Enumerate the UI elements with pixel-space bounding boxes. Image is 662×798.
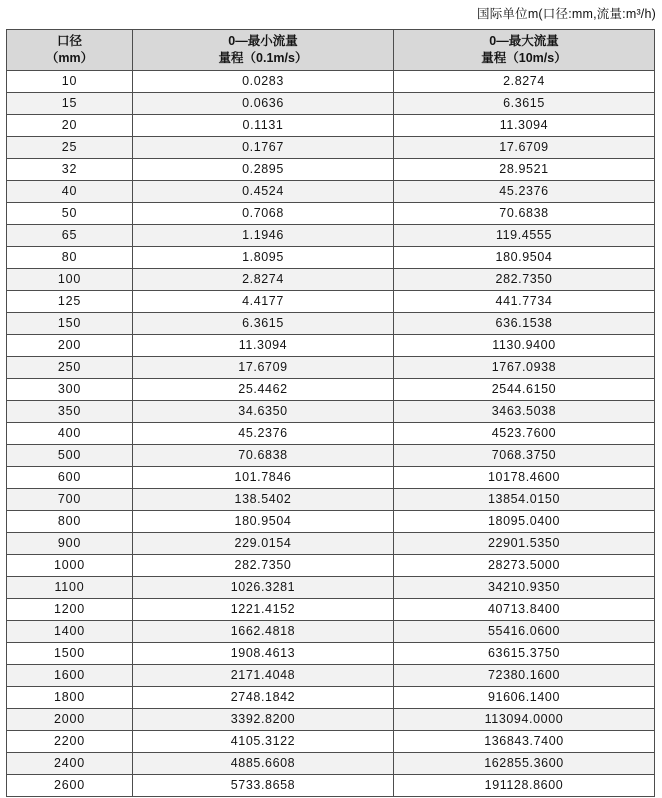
cell-diameter: 800 [7, 510, 133, 532]
cell-diameter: 1000 [7, 554, 133, 576]
cell-min-flow: 4.4177 [133, 290, 394, 312]
cell-max-flow: 63615.3750 [394, 642, 655, 664]
cell-diameter: 25 [7, 136, 133, 158]
table-row [7, 620, 655, 642]
table-row [7, 444, 655, 466]
cell-diameter: 32 [7, 158, 133, 180]
column-header-min-flow-line1: 0—最小流量 [228, 33, 298, 48]
cell-max-flow: 191128.8600 [394, 774, 655, 796]
table-row [7, 642, 655, 664]
cell-max-flow: 4523.7600 [394, 422, 655, 444]
cell-min-flow: 6.3615 [133, 312, 394, 334]
table-row [7, 312, 655, 334]
cell-min-flow: 45.2376 [133, 422, 394, 444]
table-row [7, 664, 655, 686]
cell-max-flow: 119.4555 [394, 224, 655, 246]
cell-min-flow: 1026.3281 [133, 576, 394, 598]
cell-diameter: 50 [7, 202, 133, 224]
cell-max-flow: 7068.3750 [394, 444, 655, 466]
cell-diameter: 300 [7, 378, 133, 400]
cell-min-flow: 0.0283 [133, 70, 394, 92]
column-header-min-flow-line2: 量程（0.1m/s） [218, 50, 308, 65]
table-row [7, 268, 655, 290]
cell-diameter: 10 [7, 70, 133, 92]
table-row [7, 466, 655, 488]
cell-diameter: 500 [7, 444, 133, 466]
table-row [7, 752, 655, 774]
cell-max-flow: 72380.1600 [394, 664, 655, 686]
cell-diameter: 250 [7, 356, 133, 378]
cell-min-flow: 180.9504 [133, 510, 394, 532]
table-row [7, 554, 655, 576]
table-row [7, 92, 655, 114]
cell-min-flow: 138.5402 [133, 488, 394, 510]
cell-diameter: 1100 [7, 576, 133, 598]
cell-min-flow: 25.4462 [133, 378, 394, 400]
table-row [7, 576, 655, 598]
cell-min-flow: 3392.8200 [133, 708, 394, 730]
cell-max-flow: 6.3615 [394, 92, 655, 114]
cell-max-flow: 28273.5000 [394, 554, 655, 576]
cell-min-flow: 0.4524 [133, 180, 394, 202]
cell-min-flow: 1908.4613 [133, 642, 394, 664]
flow-range-table [6, 29, 655, 797]
cell-diameter: 65 [7, 224, 133, 246]
column-header-min-flow [133, 29, 394, 70]
column-header-diameter-line1: 口径 [56, 33, 82, 48]
cell-max-flow: 113094.0000 [394, 708, 655, 730]
table-row [7, 686, 655, 708]
column-header-max-flow-line1: 0—最大流量 [489, 33, 559, 48]
cell-min-flow: 101.7846 [133, 466, 394, 488]
cell-diameter: 125 [7, 290, 133, 312]
cell-diameter: 2600 [7, 774, 133, 796]
cell-min-flow: 4105.3122 [133, 730, 394, 752]
cell-min-flow: 1.1946 [133, 224, 394, 246]
cell-diameter: 200 [7, 334, 133, 356]
cell-max-flow: 91606.1400 [394, 686, 655, 708]
column-header-diameter [7, 29, 133, 70]
table-row [7, 598, 655, 620]
cell-max-flow: 34210.9350 [394, 576, 655, 598]
cell-min-flow: 17.6709 [133, 356, 394, 378]
cell-diameter: 700 [7, 488, 133, 510]
cell-min-flow: 1221.4152 [133, 598, 394, 620]
cell-max-flow: 17.6709 [394, 136, 655, 158]
cell-max-flow: 13854.0150 [394, 488, 655, 510]
table-header [7, 29, 655, 70]
cell-diameter: 1500 [7, 642, 133, 664]
table-row [7, 334, 655, 356]
cell-diameter: 100 [7, 268, 133, 290]
cell-max-flow: 636.1538 [394, 312, 655, 334]
cell-min-flow: 0.2895 [133, 158, 394, 180]
cell-min-flow: 70.6838 [133, 444, 394, 466]
cell-diameter: 40 [7, 180, 133, 202]
cell-diameter: 1400 [7, 620, 133, 642]
cell-min-flow: 1.8095 [133, 246, 394, 268]
cell-diameter: 1600 [7, 664, 133, 686]
cell-max-flow: 22901.5350 [394, 532, 655, 554]
cell-min-flow: 0.0636 [133, 92, 394, 114]
cell-max-flow: 3463.5038 [394, 400, 655, 422]
cell-min-flow: 2.8274 [133, 268, 394, 290]
cell-min-flow: 229.0154 [133, 532, 394, 554]
cell-max-flow: 45.2376 [394, 180, 655, 202]
cell-max-flow: 180.9504 [394, 246, 655, 268]
cell-diameter: 80 [7, 246, 133, 268]
header-row [7, 29, 655, 70]
cell-diameter: 15 [7, 92, 133, 114]
table-row [7, 708, 655, 730]
column-header-max-flow-line2: 量程（10m/s） [481, 50, 567, 65]
table-row [7, 136, 655, 158]
table-row [7, 114, 655, 136]
cell-diameter: 150 [7, 312, 133, 334]
table-row [7, 400, 655, 422]
cell-max-flow: 70.6838 [394, 202, 655, 224]
cell-min-flow: 4885.6608 [133, 752, 394, 774]
cell-max-flow: 136843.7400 [394, 730, 655, 752]
cell-max-flow: 282.7350 [394, 268, 655, 290]
table-row [7, 422, 655, 444]
cell-max-flow: 40713.8400 [394, 598, 655, 620]
table-row [7, 532, 655, 554]
table-row [7, 202, 655, 224]
column-header-diameter-line2: （mm） [45, 50, 94, 65]
cell-max-flow: 441.7734 [394, 290, 655, 312]
cell-min-flow: 11.3094 [133, 334, 394, 356]
cell-max-flow: 28.9521 [394, 158, 655, 180]
table-row [7, 378, 655, 400]
table-row [7, 488, 655, 510]
table-row [7, 70, 655, 92]
cell-max-flow: 162855.3600 [394, 752, 655, 774]
table-row [7, 774, 655, 796]
table-row [7, 224, 655, 246]
table-row [7, 730, 655, 752]
cell-max-flow: 18095.0400 [394, 510, 655, 532]
cell-max-flow: 55416.0600 [394, 620, 655, 642]
table-row [7, 356, 655, 378]
cell-max-flow: 2.8274 [394, 70, 655, 92]
cell-min-flow: 2748.1842 [133, 686, 394, 708]
cell-diameter: 20 [7, 114, 133, 136]
cell-min-flow: 0.7068 [133, 202, 394, 224]
cell-diameter: 1200 [7, 598, 133, 620]
cell-diameter: 900 [7, 532, 133, 554]
column-header-max-flow [394, 29, 655, 70]
cell-max-flow: 1130.9400 [394, 334, 655, 356]
cell-max-flow: 1767.0938 [394, 356, 655, 378]
cell-max-flow: 10178.4600 [394, 466, 655, 488]
cell-max-flow: 11.3094 [394, 114, 655, 136]
cell-diameter: 2400 [7, 752, 133, 774]
table-row [7, 290, 655, 312]
cell-diameter: 400 [7, 422, 133, 444]
cell-max-flow: 2544.6150 [394, 378, 655, 400]
cell-min-flow: 2171.4048 [133, 664, 394, 686]
cell-diameter: 600 [7, 466, 133, 488]
table-row [7, 510, 655, 532]
cell-min-flow: 0.1131 [133, 114, 394, 136]
cell-min-flow: 5733.8658 [133, 774, 394, 796]
cell-min-flow: 1662.4818 [133, 620, 394, 642]
table-row [7, 158, 655, 180]
cell-min-flow: 34.6350 [133, 400, 394, 422]
table-row [7, 180, 655, 202]
cell-min-flow: 0.1767 [133, 136, 394, 158]
cell-diameter: 2000 [7, 708, 133, 730]
table-row [7, 246, 655, 268]
cell-diameter: 350 [7, 400, 133, 422]
units-caption: 国际单位m(口径:mm,流量:m³/h) [477, 7, 656, 21]
cell-diameter: 2200 [7, 730, 133, 752]
cell-min-flow: 282.7350 [133, 554, 394, 576]
table-body [7, 70, 655, 796]
cell-diameter: 1800 [7, 686, 133, 708]
